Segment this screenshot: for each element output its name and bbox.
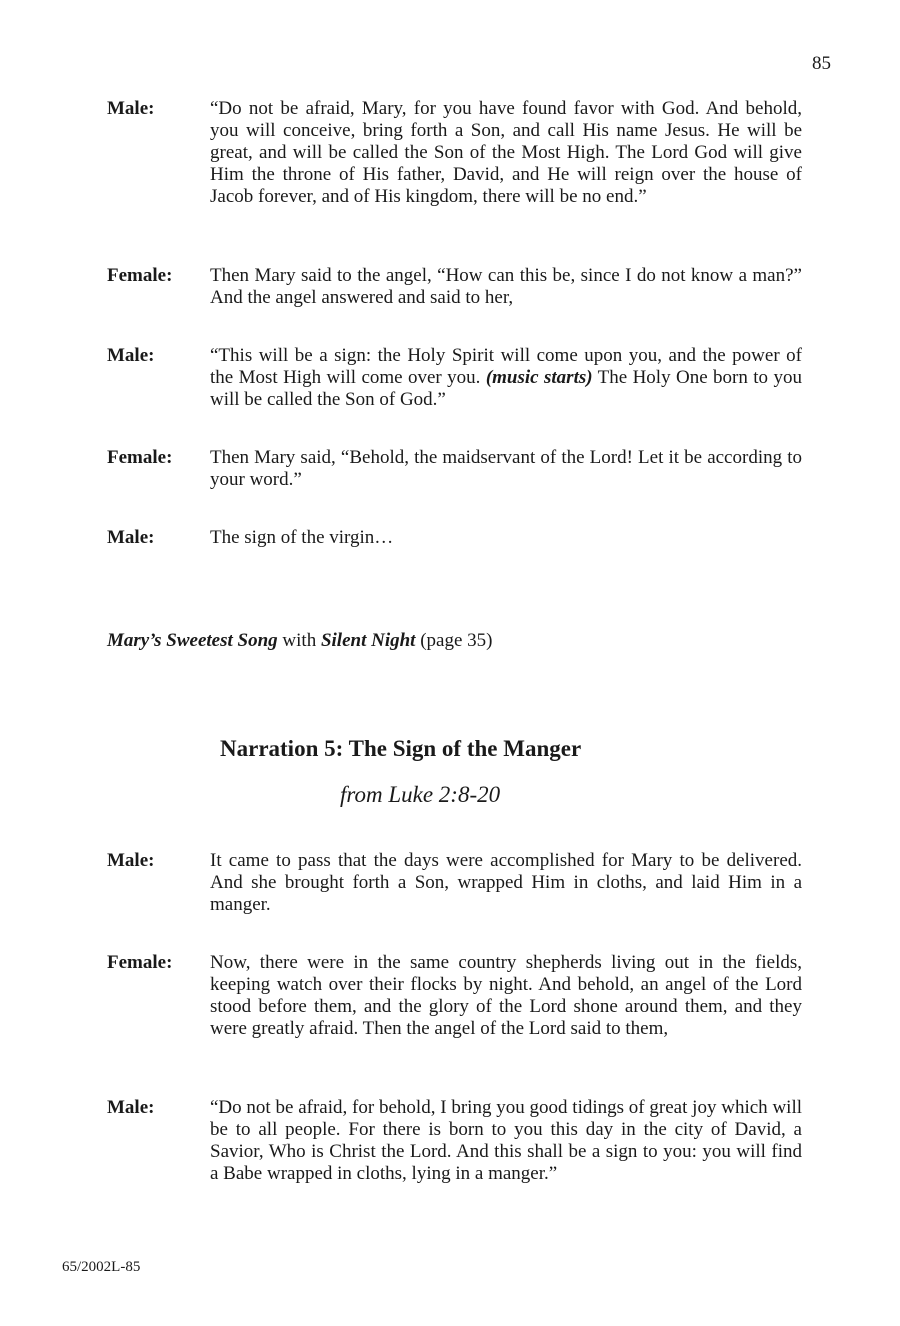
song-reference bbox=[107, 630, 492, 652]
speaker-label: Male: bbox=[107, 850, 155, 871]
song-page-ref: (page 35) bbox=[420, 630, 493, 651]
dialogue-text bbox=[210, 345, 802, 411]
dialogue-text-part: The Holy One born to you will be called the Son of God.” bbox=[210, 367, 802, 410]
speaker-label: Male: bbox=[107, 527, 155, 548]
speaker-label: Female: bbox=[107, 952, 173, 973]
dialogue-line bbox=[107, 98, 807, 208]
dialogue-text: Then Mary said to the angel, “How can this be, since I do not know a man?” And the angel answered and said to her, bbox=[210, 265, 802, 308]
dialogue-line bbox=[107, 447, 807, 491]
dialogue-text-part: “This will be a sign: the Holy Spirit will come upon you, and the power of the Most High will come over you. bbox=[210, 345, 802, 388]
speaker-label: Female: bbox=[107, 447, 173, 468]
song-connector: with bbox=[282, 630, 317, 651]
narration-title: Narration 5: The Sign of the Manger bbox=[220, 736, 582, 761]
dialogue-line bbox=[107, 345, 807, 411]
dialogue-line bbox=[107, 952, 807, 1040]
music-cue: (music starts) bbox=[485, 367, 593, 388]
speaker-label: Male: bbox=[107, 98, 155, 119]
speaker-label: Male: bbox=[107, 345, 155, 366]
dialogue-line bbox=[107, 265, 807, 309]
song-title-2: Silent Night bbox=[320, 630, 416, 651]
speaker-label: Male: bbox=[107, 1097, 155, 1118]
dialogue-text: It came to pass that the days were accomplished for Mary to be delivered. And she brought forth a Son, wrapped Him in cloths, and laid Him in a manger. bbox=[210, 850, 802, 915]
dialogue-line bbox=[107, 1097, 807, 1185]
dialogue-text: Then Mary said, “Behold, the maidservant of the Lord! Let it be according to your word.” bbox=[210, 447, 802, 490]
page-number: 85 bbox=[812, 53, 831, 74]
dialogue-line bbox=[107, 850, 807, 916]
speaker-label: Female: bbox=[107, 265, 173, 286]
footer-code: 65/2002L-85 bbox=[62, 1259, 141, 1275]
song-title-1: Mary’s Sweetest Song bbox=[107, 630, 278, 651]
dialogue-text: “Do not be afraid, for behold, I bring you good tidings of great joy which will be to all people. For there is born to you this day in the city of David, a Savior, Who is Christ the Lord. And this shall be a sign to you: you will find a Babe wrapped in cloths, lying in a manger.” bbox=[210, 1097, 802, 1184]
dialogue-text: “Do not be afraid, Mary, for you have found favor with God. And behold, you will conceive, bring forth a Son, and call His name Jesus. He will be great, and will be called the Son of the Most High. The Lord God will give Him the throne of His father, David, and He will reign over the house of Jacob forever, and of His kingdom, there will be no end.” bbox=[210, 98, 802, 207]
dialogue-line bbox=[107, 527, 807, 549]
narration-subtitle: from Luke 2:8-20 bbox=[340, 782, 501, 807]
dialogue-text: The sign of the virgin… bbox=[210, 527, 394, 548]
dialogue-text: Now, there were in the same country shepherds living out in the fields, keeping watch over their flocks by night. And behold, an angel of the Lord stood before them, and the glory of the Lord shone around them, and they were greatly afraid. Then the angel of the Lord said to them, bbox=[210, 952, 802, 1039]
